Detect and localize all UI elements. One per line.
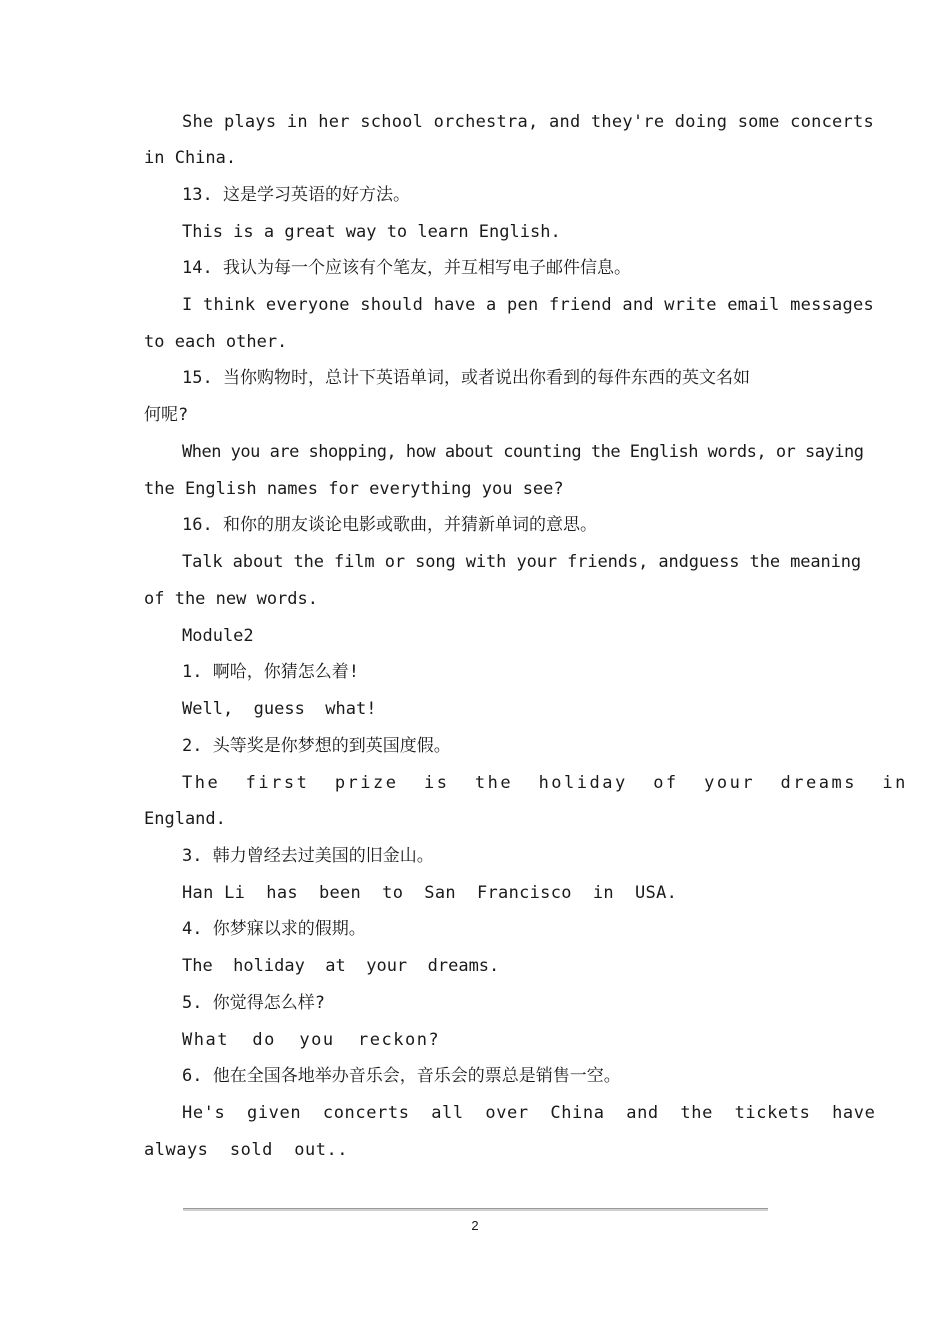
text-line: in China. bbox=[144, 148, 237, 168]
text-line: Han Li has been to San Francisco in USA. bbox=[182, 883, 678, 903]
text-line: to each other. bbox=[144, 332, 288, 352]
text-line: 14. 我认为每一个应该有个笔友，并互相写电子邮件信息。 bbox=[182, 258, 631, 278]
text-line: 1. 啊哈，你猜怎么着! bbox=[182, 662, 359, 682]
text-line: This is a great way to learn English. bbox=[182, 222, 561, 242]
text-line: 5. 你觉得怎么样? bbox=[182, 993, 325, 1013]
text-line: 3. 韩力曾经去过美国的旧金山。 bbox=[182, 846, 434, 866]
footer-divider bbox=[183, 1208, 768, 1211]
text-line: What do you reckon? bbox=[182, 1030, 441, 1050]
text-line: 15. 当你购物时，总计下英语单词，或者说出你看到的每件东西的英文名如 bbox=[182, 368, 750, 388]
text-line: 何呢? bbox=[144, 405, 189, 425]
text-line: She plays in her school orchestra, and they're doing some concerts bbox=[182, 112, 875, 132]
text-line: He's given concerts all over China and the tickets have bbox=[182, 1103, 876, 1123]
text-line: The holiday at your dreams. bbox=[182, 956, 500, 976]
text-line: 2. 头等奖是你梦想的到英国度假。 bbox=[182, 736, 451, 756]
text-line: the English names for everything you see? bbox=[144, 479, 564, 499]
text-line: England. bbox=[144, 809, 226, 829]
page-number: 2 bbox=[471, 1218, 479, 1233]
text-line: Talk about the film or song with your friends, andguess the meaning bbox=[182, 552, 862, 572]
text-line: 6. 他在全国各地举办音乐会，音乐会的票总是销售一空。 bbox=[182, 1066, 621, 1086]
text-line: Well, guess what! bbox=[182, 699, 377, 719]
text-line: I think everyone should have a pen friend and write email messages bbox=[182, 295, 875, 315]
text-line: always sold out.. bbox=[144, 1140, 348, 1160]
text-line: of the new words. bbox=[144, 589, 318, 609]
text-line: 4. 你梦寐以求的假期。 bbox=[182, 919, 366, 939]
text-line: 16. 和你的朋友谈论电影或歌曲，并猜新单词的意思。 bbox=[182, 515, 597, 535]
text-line: 13. 这是学习英语的好方法。 bbox=[182, 185, 410, 205]
section-heading: Module2 bbox=[182, 626, 254, 646]
text-line: When you are shopping, how about counting the English words, or saying bbox=[182, 442, 864, 462]
text-line: The first prize is the holiday of your dreams in bbox=[182, 773, 908, 793]
